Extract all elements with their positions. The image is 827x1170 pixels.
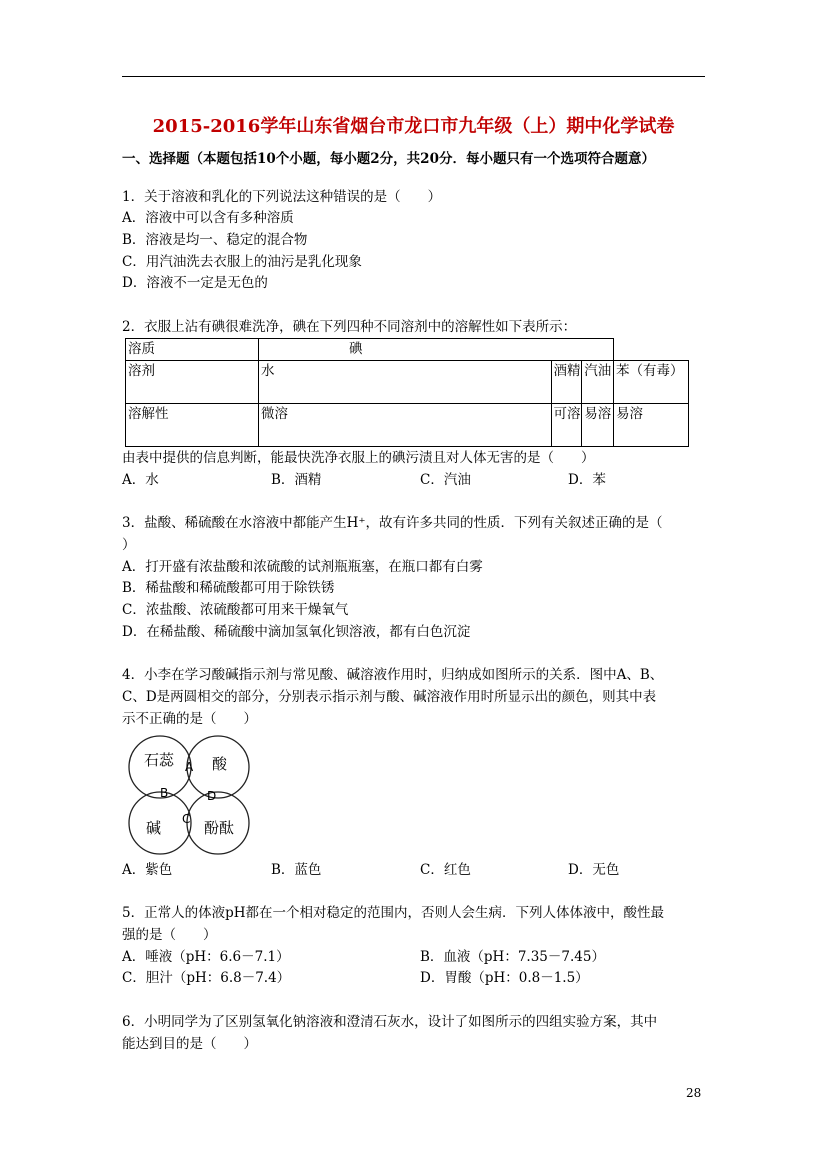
q1-option-c: C．用汽油洗去衣服上的油污是乳化现象 xyxy=(122,254,362,270)
q2-stem: 2．衣服上沾有碘很难洗净，碘在下列四种不同溶剂中的溶解性如下表所示： xyxy=(122,319,577,335)
q4-option-d: D．无色 xyxy=(568,862,620,878)
q1-option-a: A．溶液中可以含有多种溶质 xyxy=(122,210,294,226)
venn-label-b: B xyxy=(160,786,169,800)
q4-option-a: A．紫色 xyxy=(122,862,173,878)
q3-option-b: B．稀盐酸和稀硫酸都可用于除铁锈 xyxy=(122,580,335,596)
table-cell-solvent-benzene: 苯（有毒） xyxy=(614,361,689,404)
solubility-table xyxy=(125,338,689,447)
table-cell-solubility-water: 微溶 xyxy=(259,404,552,447)
q4-stem-line-2: C、D是两圆相交的部分，分别表示指示剂与酸、碱溶液作用时所显示出的颜色，则其中表 xyxy=(122,689,657,705)
q6-stem-line-1: 6．小明同学为了区别氢氧化钠溶液和澄清石灰水，设计了如图所示的四组实验方案，其中 xyxy=(122,1014,658,1030)
table-cell-solubility-alcohol: 可溶 xyxy=(551,404,582,447)
header-rule xyxy=(122,76,705,77)
table-cell-solvent-water: 水 xyxy=(259,361,552,404)
q3-stem-line-2: ） xyxy=(122,537,136,553)
venn-label-d: D xyxy=(207,789,217,803)
q6-stem-line-2: 能达到目的是（ ） xyxy=(122,1036,257,1052)
section-heading: 一、选择题（本题包括10个小题，每小题2分，共20分．每小题只有一个选项符合题意） xyxy=(122,151,655,167)
venn-label-a: A xyxy=(185,760,194,774)
venn-label-phenol: 酚酞 xyxy=(204,819,235,837)
q3-option-a: A．打开盛有浓盐酸和浓硫酸的试剂瓶瓶塞，在瓶口都有白雾 xyxy=(122,559,483,575)
table-cell-solvent-gasoline: 汽油 xyxy=(582,361,614,404)
venn-label-base: 碱 xyxy=(146,819,162,837)
venn-label-acid: 酸 xyxy=(212,755,228,773)
q4-option-c: C．红色 xyxy=(420,862,471,878)
venn-label-litmus: 石蕊 xyxy=(144,751,175,769)
venn-diagram xyxy=(124,733,254,859)
q3-stem-line-1: 3．盐酸、稀硫酸在水溶液中都能产生H⁺，故有许多共同的性质．下列有关叙述正确的是（ xyxy=(122,515,663,531)
venn-label-c: C xyxy=(182,812,191,826)
table-cell-solvent-alcohol: 酒精 xyxy=(551,361,582,404)
q3-option-d: D．在稀盐酸、稀硫酸中滴加氢氧化钡溶液，都有白色沉淀 xyxy=(122,624,471,640)
table-cell-solute-value: 碘 xyxy=(259,339,614,361)
q2-option-a: A．水 xyxy=(122,472,159,488)
q5-stem-line-2: 强的是（ ） xyxy=(122,927,217,943)
q2-follow: 由表中提供的信息判断，能最快洗净衣服上的碘污渍且对人体无害的是（ ） xyxy=(122,450,595,466)
table-cell-solubility-label: 溶解性 xyxy=(126,404,259,447)
q4-option-b: B．蓝色 xyxy=(271,862,322,878)
q5-option-d: D．胃酸（pH：0.8－1.5） xyxy=(420,970,589,986)
q2-option-d: D．苯 xyxy=(568,472,606,488)
table-cell-solubility-benzene: 易溶 xyxy=(614,404,689,447)
q1-option-b: B．溶液是均一、稳定的混合物 xyxy=(122,232,308,248)
q5-option-b: B．血液（pH：7.35－7.45） xyxy=(420,949,605,965)
q2-option-b: B．酒精 xyxy=(271,472,322,488)
q1-stem: 1．关于溶液和乳化的下列说法这种错误的是（ ） xyxy=(122,189,442,205)
q3-option-c: C．浓盐酸、浓硫酸都可用来干燥氧气 xyxy=(122,602,349,618)
page-title: 2015-2016学年山东省烟台市龙口市九年级（上）期中化学试卷 xyxy=(152,116,675,137)
page-number: 28 xyxy=(686,1086,702,1100)
table-cell-solubility-gasoline: 易溶 xyxy=(582,404,614,447)
q5-option-a: A．唾液（pH：6.6－7.1） xyxy=(122,949,290,965)
q4-stem-line-1: 4．小李在学习酸碱指示剂与常见酸、碱溶液作用时，归纳成如图所示的关系．图中A、B、 xyxy=(122,667,664,683)
q5-option-c: C．胆汁（pH：6.8－7.4） xyxy=(122,970,291,986)
table-cell-solute-label: 溶质 xyxy=(126,339,259,361)
table-cell-solvent-label: 溶剂 xyxy=(126,361,259,404)
q1-option-d: D．溶液不一定是无色的 xyxy=(122,275,268,291)
q4-stem-line-3: 示不正确的是（ ） xyxy=(122,711,257,727)
q5-stem-line-1: 5．正常人的体液pH都在一个相对稳定的范围内，否则人会生病．下列人体体液中，酸性最 xyxy=(122,905,665,921)
q2-option-c: C．汽油 xyxy=(420,472,471,488)
